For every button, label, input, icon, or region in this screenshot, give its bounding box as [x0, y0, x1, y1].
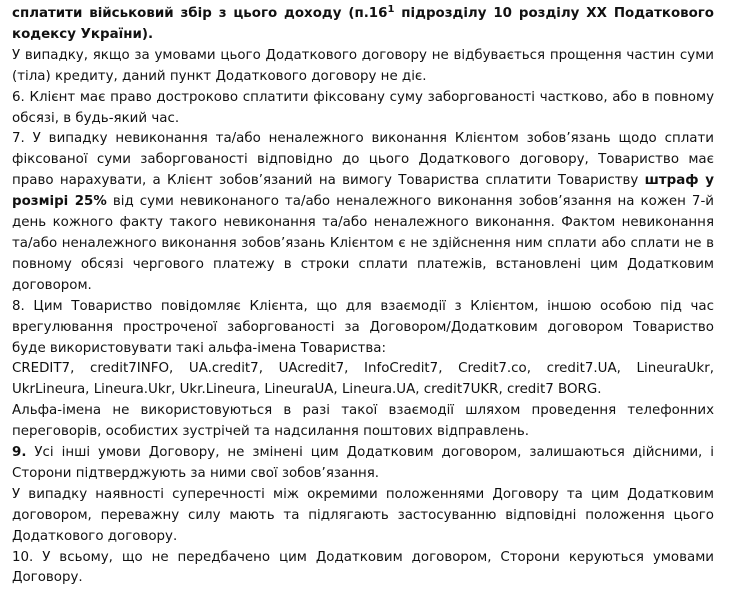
alpha-name: LineuraUA: [264, 382, 334, 398]
alpha-name: UAcredit7: [278, 361, 345, 377]
alpha-name: LineuraUkr: [636, 361, 710, 377]
clause-9: [12, 443, 714, 485]
intro-superscript: 1: [387, 4, 395, 15]
intro-text-a: сплатити військовий збір з цього доходу (п.16: [12, 6, 388, 21]
alpha-name: Ukr.Lineura: [179, 382, 256, 398]
alpha-name: InfoCredit7: [364, 361, 439, 377]
alpha-name: CREDIT7: [12, 361, 71, 377]
clause-10: 10. У всьому, що не передбачено цим Додатковим договором, Сторони керуються умовами Договору.: [12, 549, 714, 586]
document-body: [12, 4, 714, 589]
penalty-text: штраф у розмірі 25%: [12, 173, 714, 210]
alpha-name: credit7INFO: [89, 361, 169, 377]
alpha-list-end: .: [597, 382, 602, 398]
clause-9-text: Усі інші умови Договору, не змінені цим Додатковим договором, залишаються дійсними, і Сторони підтверджують за ними свої зобов’язання.: [12, 445, 714, 481]
alpha-name: Lineura.Ukr: [93, 382, 172, 398]
clause-7-part2: від суми невиконаного та/або неналежного виконання зобов’язання на кожен 7-й день кожного факту такого невиконання та/або неналежного виконання. Фактом невиконання та/або неналежного виконання зобов’язань Клієнтом є не здійснення ним сплати або сплати не в повному обсязі чергового платежу в строки сплати платежів, встановлені цим Додатковим договором.: [12, 194, 714, 293]
alpha-name: Lineura.UA: [341, 382, 416, 398]
alpha-name: credit7 BORG: [507, 382, 598, 398]
intro-paragraph: [12, 4, 714, 46]
alpha-name: UkrLineura: [12, 382, 86, 398]
alpha-name: Credit7.co: [458, 361, 527, 377]
alpha-name: credit7.UA: [546, 361, 617, 377]
alpha-name: UA.credit7: [188, 361, 259, 377]
forgiveness-note: У випадку, якщо за умовами цього Додаткового договору не відбувається прощення частин суми (тіла) кредиту, даний пункт Додаткового договору не діє.: [12, 47, 714, 84]
conflict-note: У випадку наявності суперечності між окремими положеннями Договору та цим Додатковим договором, переважну силу мають та підлягають застосуванню відповідні положення цього Додаткового договору.: [12, 486, 714, 544]
alpha-name: credit7UKR: [423, 382, 499, 398]
clause-6: 6. Клієнт має право достроково сплатити фіксовану суму заборгованості частково, або в повному обсязі, в будь-який час.: [12, 89, 714, 126]
alpha-names-list: CREDIT7, credit7INFO, UA.credit7, UAcredit7, InfoCredit7, Credit7.co, credit7.UA, LineuraUkr, UkrLineura, Lineura.Ukr, Ukr.Lineura, LineuraUA, Lineura.UA, credit7UKR, credit7 BORG.: [12, 361, 714, 398]
alpha-names-note: Альфа-імена не використовуються в разі такої взаємодії шляхом проведення телефонних переговорів, особистих зустрічей та надсилання поштових відправлень.: [12, 403, 714, 440]
clause-7: [12, 129, 714, 296]
intro-text-b: підрозділу 10 розділу XX Податкового кодексу України).: [12, 6, 715, 42]
clause-7-part1: 7. У випадку невиконання та/або неналежного виконання Клієнтом зобов’язань щодо сплати фіксованої суми заборгованості відповідно до цього Додаткового договору, Товариство має право нарахувати, а Клієнт зобов’язаний на вимогу Товариства сплатити Товариству: [12, 131, 714, 189]
clause-9-number: 9.: [12, 445, 27, 461]
clause-8: 8. Цим Товариство повідомляє Клієнта, що для взаємодії з Клієнтом, іншою особою під час врегулювання простроченої заборгованості за Договором/Додатковим договором Товариство буде використовувати такі альфа-імена Товариства:: [12, 298, 714, 356]
